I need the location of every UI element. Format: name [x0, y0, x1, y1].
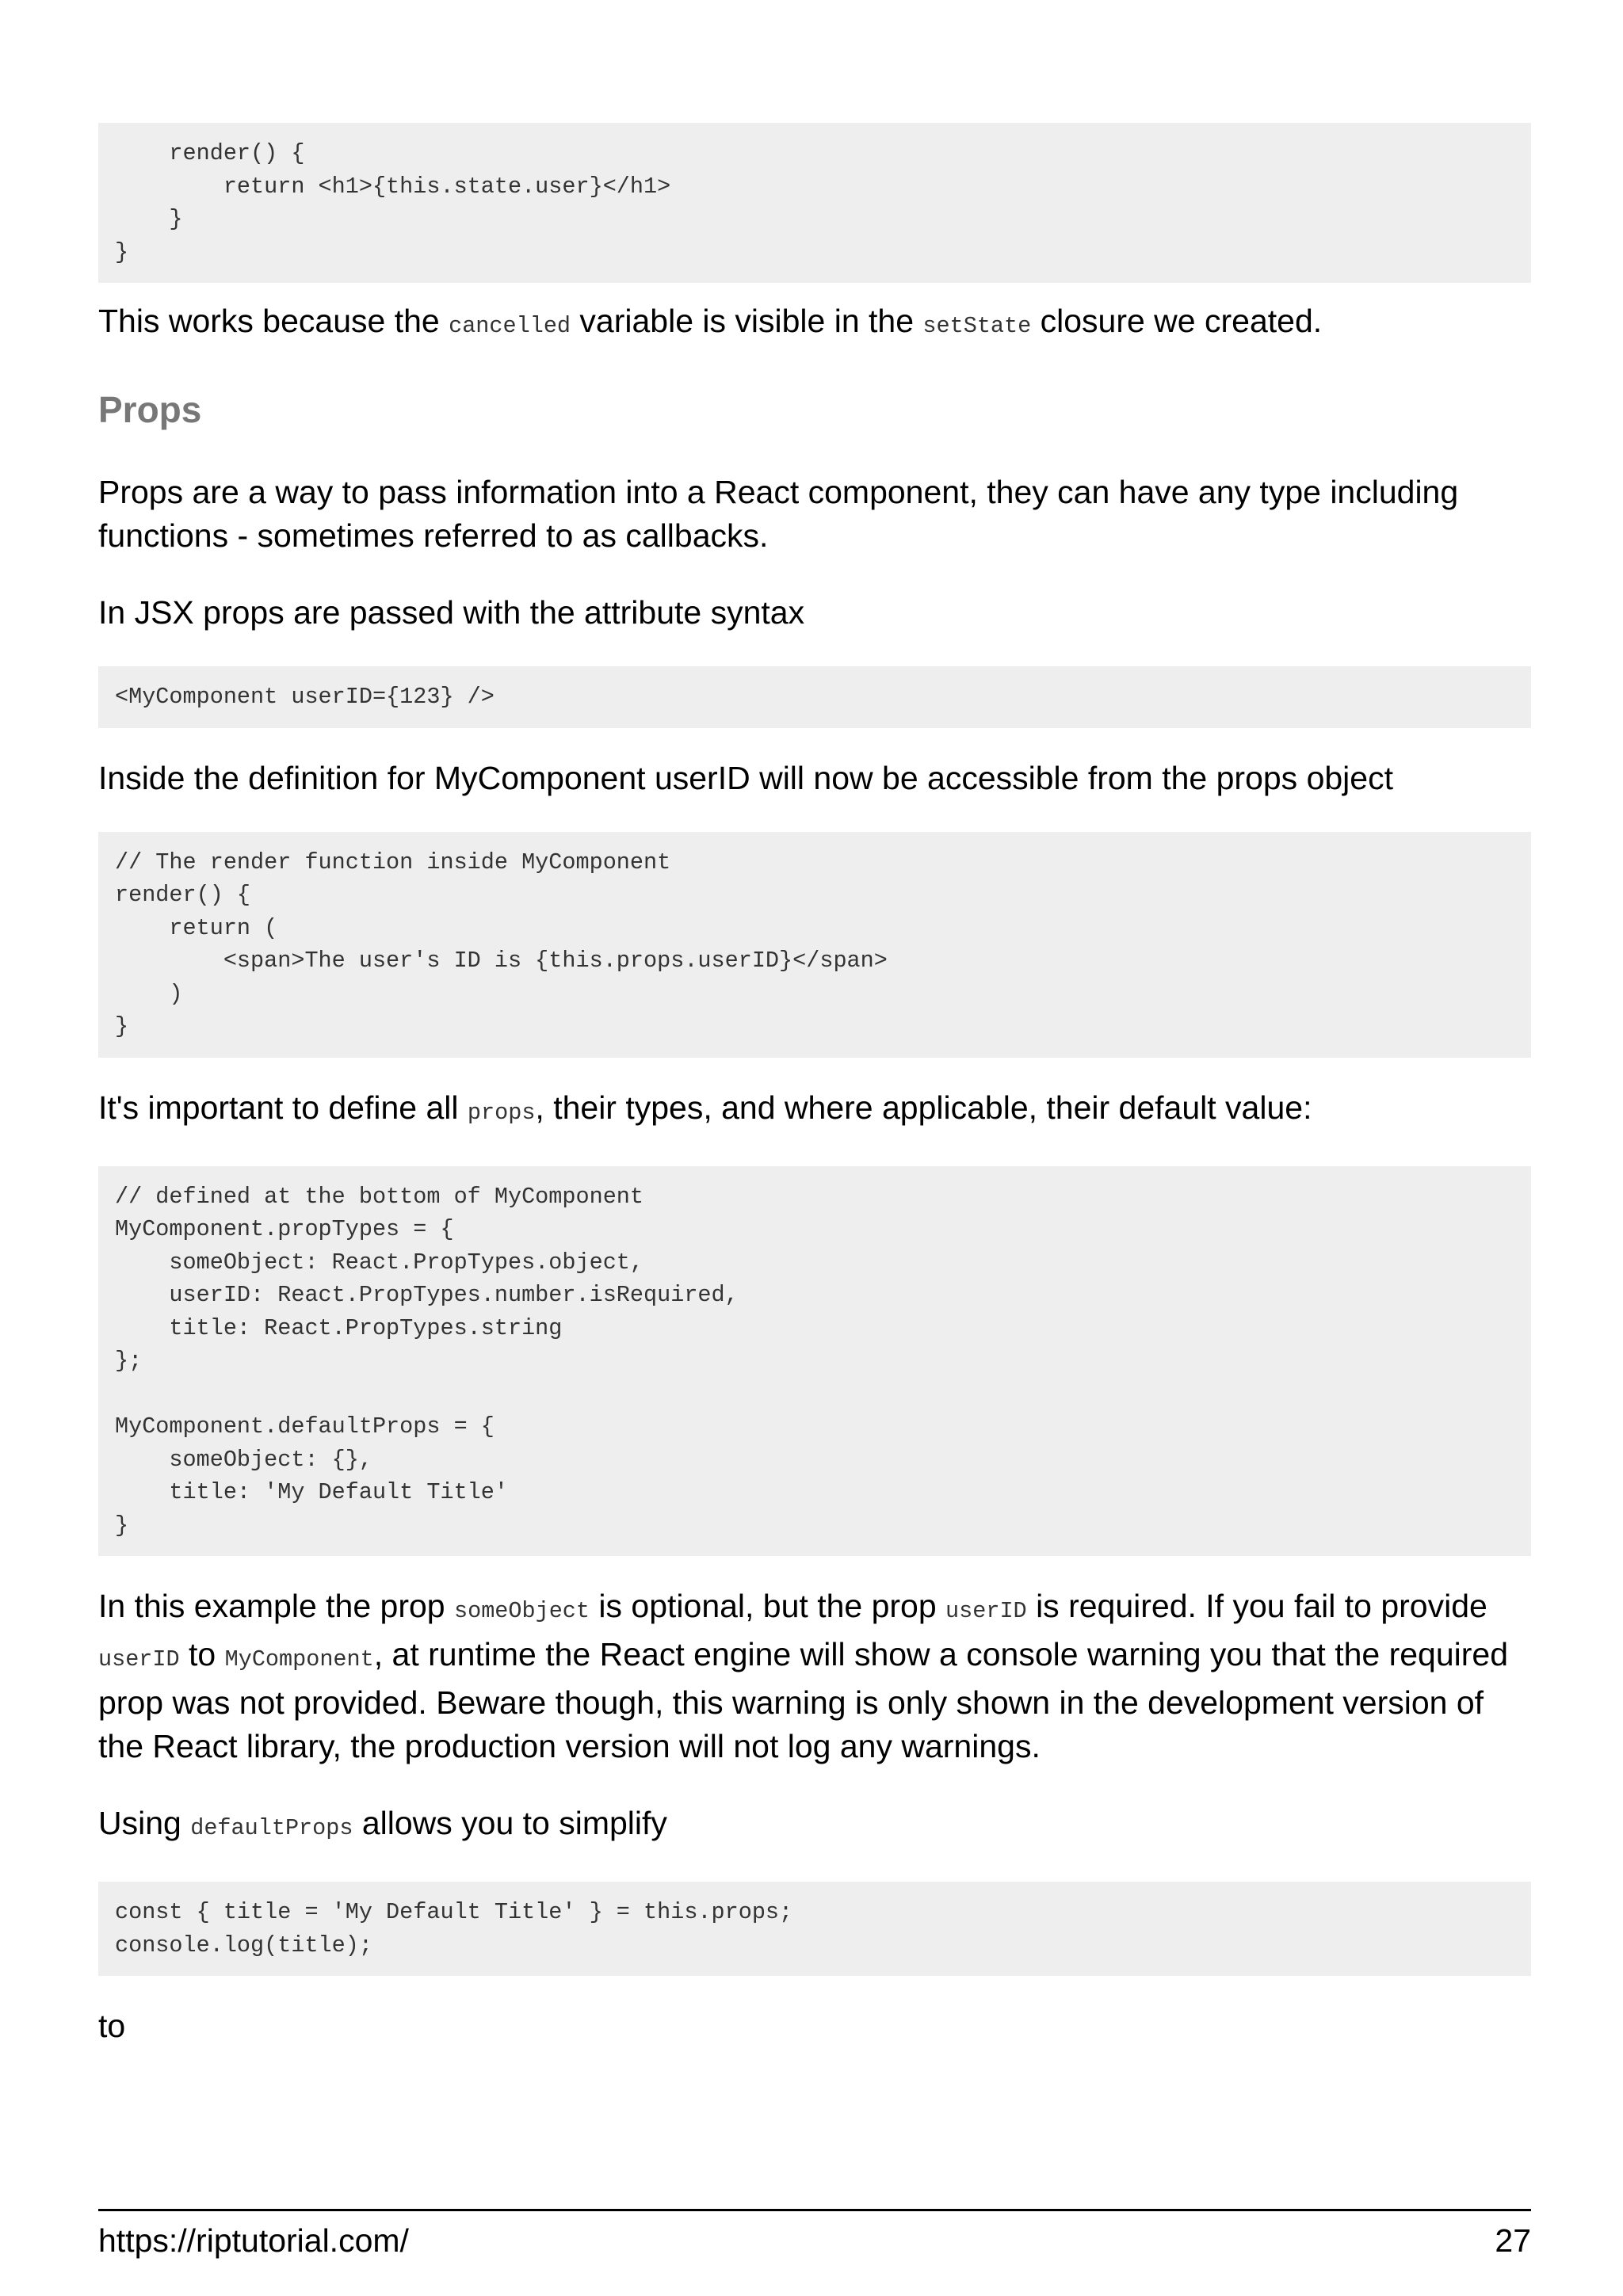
code-line: return (: [115, 914, 278, 941]
code-line: <span>The user's ID is {this.props.userID}</span>: [115, 948, 888, 974]
paragraph-define-props: [98, 1086, 1531, 1135]
page-content: [98, 123, 1531, 2048]
paragraph-cancelled-explanation: [98, 299, 1531, 348]
text: allows you to simplify: [353, 1805, 667, 1841]
code-line: title: React.PropTypes.string: [115, 1314, 563, 1341]
paragraph-to: to: [98, 2008, 126, 2044]
code-line: MyComponent.defaultProps = {: [115, 1413, 495, 1440]
paragraph-default-props: [98, 1802, 1531, 1850]
text: This works because the: [98, 303, 449, 339]
paragraph-props-access: Inside the definition for MyComponent userID will now be accessible from the props object: [98, 759, 1393, 796]
footer-url: https://riptutorial.com/: [98, 2222, 409, 2259]
code-line: MyComponent.propTypes = {: [115, 1216, 454, 1242]
code-line: };: [115, 1348, 143, 1374]
code-line: }: [115, 206, 183, 232]
code-line: const { title = 'My Default Title' } = this.props;: [115, 1899, 793, 1925]
inline-code: props: [467, 1099, 536, 1126]
code-line: <MyComponent userID={123} />: [115, 684, 495, 710]
code-line: title: 'My Default Title': [115, 1479, 508, 1505]
code-line: }: [115, 238, 129, 265]
code-block-render-state: [98, 123, 1531, 283]
code-line: return <h1>{this.state.user}</h1>: [115, 173, 671, 200]
code-block-proptypes: [98, 1166, 1531, 1557]
code-line: userID: React.PropTypes.number.isRequired,: [115, 1282, 739, 1308]
code-block-destructure: [98, 1882, 1531, 1976]
code-line: // defined at the bottom of MyComponent: [115, 1183, 644, 1210]
footer-divider: [98, 2209, 1531, 2211]
code-line: ): [115, 980, 183, 1007]
text: variable is visible in the: [571, 303, 923, 339]
text: , at runtime the React engine will show a console warning you that the required prop was not provided. Beware though, this warning is only shown in the development version of the React library, the production version will not log any warnings.: [98, 1636, 1509, 1764]
inline-code: userID: [945, 1598, 1027, 1624]
text: closure we created.: [1031, 303, 1323, 339]
page-number: 27: [1495, 2222, 1531, 2259]
section-heading-props: Props: [98, 389, 202, 430]
text: is required. If you fail to provide: [1026, 1588, 1487, 1624]
inline-code: MyComponent: [224, 1646, 374, 1672]
code-line: }: [115, 1013, 129, 1039]
text: , their types, and where applicable, their default value:: [535, 1089, 1312, 1126]
code-line: // The render function inside MyComponent: [115, 849, 671, 875]
text: It's important to define all: [98, 1089, 468, 1126]
code-line: console.log(title);: [115, 1932, 372, 1958]
code-block-render-props: [98, 832, 1531, 1058]
paragraph-optional-required: [98, 1585, 1531, 1768]
inline-code: defaultProps: [190, 1815, 353, 1841]
code-line: }: [115, 1512, 129, 1539]
text: is optional, but the prop: [590, 1588, 946, 1624]
inline-code: userID: [98, 1646, 180, 1672]
code-line: someObject: React.PropTypes.object,: [115, 1249, 644, 1276]
inline-code: setState: [922, 313, 1032, 339]
code-line: someObject: {},: [115, 1446, 372, 1473]
text: In this example the prop: [98, 1588, 454, 1624]
code-line: render() {: [115, 140, 305, 166]
code-line: render() {: [115, 882, 251, 908]
text: to: [179, 1636, 225, 1672]
text: Using: [98, 1805, 191, 1841]
code-block-jsx-usage: [98, 666, 1531, 728]
paragraph-props-intro: Props are a way to pass information into a React component, they can have any type including functions - sometimes referred to as callbacks.: [98, 474, 1459, 554]
code-line: [115, 1378, 1515, 1411]
paragraph-jsx-props: In JSX props are passed with the attribute syntax: [98, 594, 805, 631]
inline-code: cancelled: [449, 313, 571, 339]
inline-code: someObject: [453, 1598, 590, 1624]
